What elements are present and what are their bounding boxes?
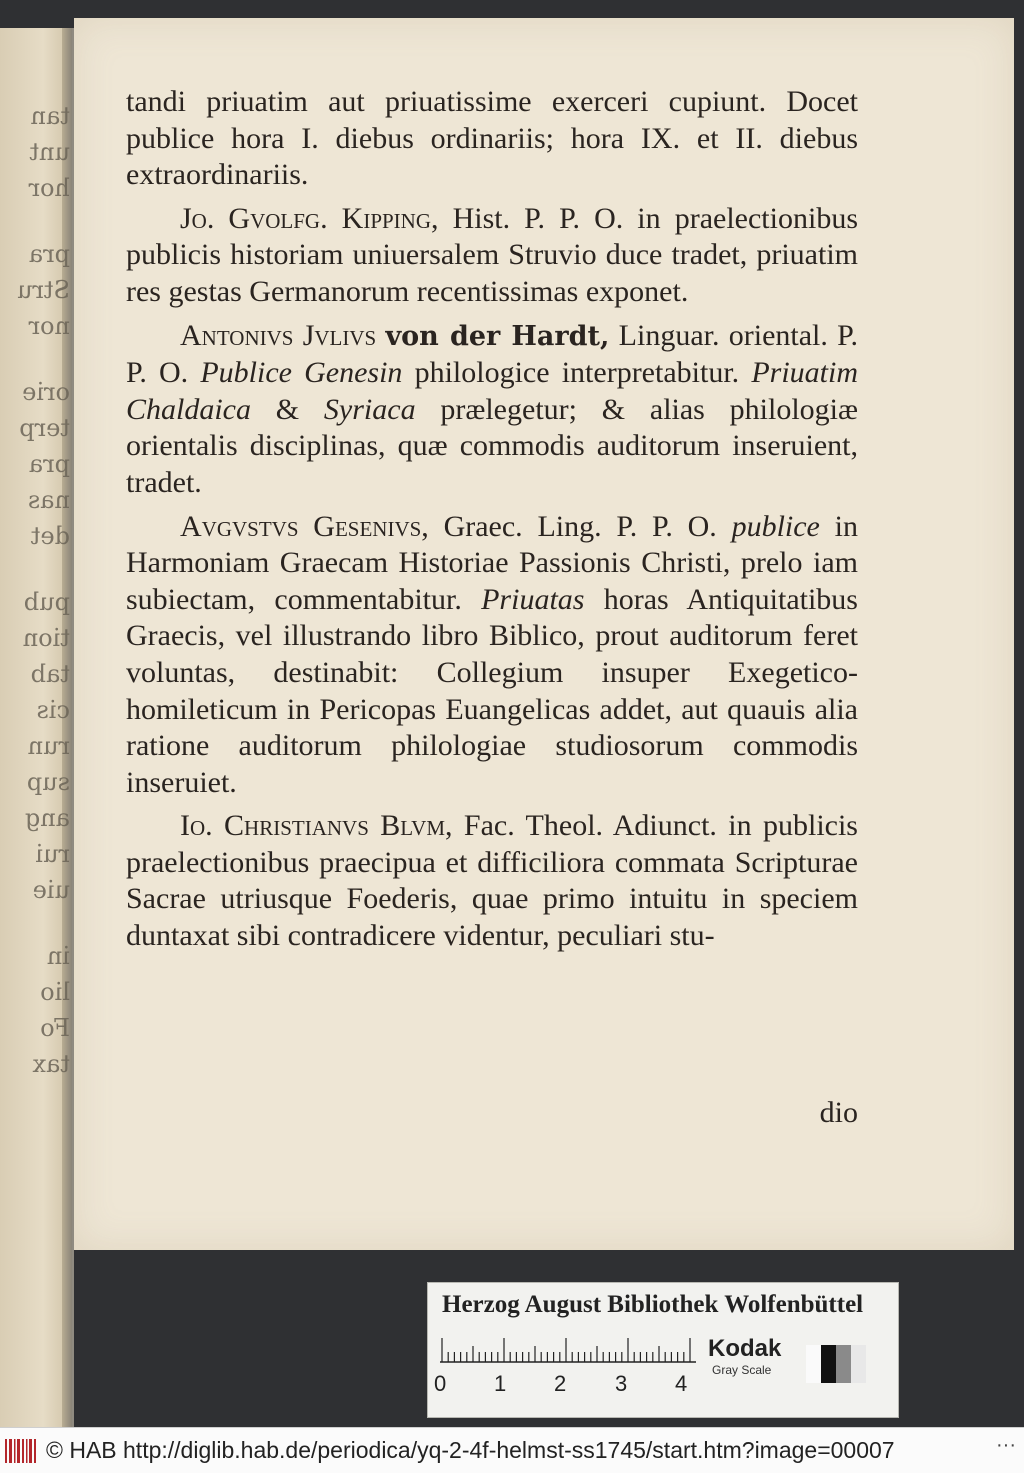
ruler-number-0: 0: [434, 1371, 447, 1396]
facing-page-line: Fo: [40, 1014, 70, 1042]
paragraph-hardt-text-d: prælegetur; & alias philologiæ orientalis disciplinas, quæ commodis auditorum inseruient, tradet.: [126, 392, 858, 499]
facing-page-line: hor: [28, 174, 70, 202]
paragraph-blum-text: Fac. Theol. Adiunct. in publicis praelectionibus praecipua et difficiliora commata Scripturae Sacrae utriusque Foederis, quae primo intuitu in speciem duntaxat sibi contradicere videntur, peculiari stu-: [126, 809, 858, 953]
facing-page-line: tab: [30, 660, 70, 688]
facing-page-line: in: [46, 942, 70, 970]
card-title: Herzog August Bibliothek Wolfenbüttel: [442, 1291, 864, 1318]
paragraph-gesenius-text-a: Graec. Ling. P. P. O.: [428, 509, 732, 543]
author-name-hardt: Antonivs Jvlivs: [180, 318, 377, 352]
document-page: [74, 18, 1014, 1250]
ruler-numbers: [432, 1371, 692, 1401]
author-name-kipping: Jo. Gvolfg. Kipping,: [180, 201, 439, 235]
facing-page-line: uie: [32, 876, 70, 904]
author-name-blum: Io. Christianvs Blvm,: [180, 809, 453, 843]
paragraph-kipping: [126, 201, 858, 311]
paragraph-1-text: tandi priuatim aut priuatissime exerceri cupiunt. Docet publice hora I. diebus ordinariis; hora IX. et II. diebus extraordinariis.: [126, 85, 858, 192]
library-color-card: [427, 1282, 899, 1418]
more-dots-icon[interactable]: ···: [996, 1434, 1016, 1456]
hab-barcode-logo-icon: [4, 1436, 40, 1466]
facing-page-line: tion: [22, 624, 70, 652]
swatch-light: [851, 1345, 866, 1383]
facing-page-line: det: [30, 522, 70, 550]
facing-page-line: unt: [29, 138, 70, 166]
paragraph-gesenius-italic-2: Priuatas: [481, 582, 585, 616]
facing-page-line: pra: [28, 450, 70, 478]
ruler-scale-icon: [440, 1337, 696, 1363]
swatch-black: [821, 1345, 836, 1383]
facing-page-line: tax: [32, 1050, 70, 1078]
paragraph-hardt-text-c: &: [251, 392, 324, 426]
facing-page-line: terp: [19, 414, 70, 442]
paragraph-hardt-italic-1: Publice Genesin: [200, 356, 403, 390]
facing-page-line: tan: [30, 102, 70, 130]
facing-page-line: cis: [36, 696, 70, 724]
facing-page-line: pub: [23, 588, 70, 616]
paragraph-gesenius-italic-1: publice: [731, 509, 820, 543]
facing-page-line: rui: [35, 840, 70, 868]
gray-scale-label: Gray Scale: [712, 1363, 772, 1377]
paragraph-gesenius: [126, 509, 858, 802]
paragraph-hardt-italic-2: Priuatim Chaldaica: [126, 356, 858, 426]
facing-page-line: pra: [28, 240, 70, 268]
paragraph-hardt-text-b: philologice interpretabitur.: [402, 356, 752, 390]
facing-page-line: orie: [22, 378, 70, 406]
facing-page-line: run: [27, 732, 70, 760]
facing-page-line: Stru: [16, 276, 70, 304]
facing-page-line: nas: [27, 486, 70, 514]
swatch-white: [806, 1345, 821, 1383]
ruler-number-2: 2: [554, 1371, 567, 1396]
ruler-number-3: 3: [615, 1371, 628, 1396]
catchword: dio: [819, 1096, 858, 1129]
paragraph-1: [126, 84, 858, 194]
paragraph-hardt-text-a: Linguar. oriental. P. P. O.: [126, 318, 858, 390]
facing-page-line: sup: [26, 768, 70, 796]
copyright-url[interactable]: © HAB http://diglib.hab.de/periodica/yq-2-4f-helmst-ss1745/start.htm?image=00007: [46, 1437, 895, 1463]
author-name-gesenius: Avgvstvs Gesenivs,: [180, 509, 429, 543]
gray-swatches: [806, 1345, 866, 1383]
paragraph-gesenius-text-c: horas Antiquitatibus Graecis, vel illustrando libro Biblico, prout auditorum feret voluntas, destinabit: Collegium insuper Exegetico-homileticum in Pericopas Euangelicas addet, aut quauis alia ratione auditorum philologiae studiosorum commodis inseruiet.: [126, 582, 858, 799]
facing-page-line: ang: [24, 804, 70, 832]
facing-page-line: lio: [40, 978, 70, 1006]
paragraph-kipping-text: Hist. P. P. O. in praelectionibus publicis historiam uniuersalem Struvio duce tradet, priuatim res gestas Germanorum recentissimas exponet.: [126, 201, 858, 308]
paragraph-blum: [126, 808, 858, 954]
facing-page-line: nor: [28, 312, 70, 340]
paragraph-hardt-italic-3: Syriaca: [323, 392, 416, 426]
ruler-number-4: 4: [675, 1371, 688, 1396]
swatch-gray: [836, 1345, 851, 1383]
ruler-number-1: 1: [494, 1371, 507, 1396]
copyright-bar: [0, 1427, 1024, 1473]
page-body: [126, 84, 858, 962]
author-name-hardt-fraktur: von der Hardt,: [385, 320, 610, 352]
kodak-brand: Kodak: [708, 1335, 782, 1362]
paragraph-hardt: [126, 318, 858, 502]
page-fold-shadow: [62, 28, 72, 1428]
facing-page-edge: [0, 28, 74, 1428]
paragraph-gesenius-text-b: in Harmoniam Graecam Historiae Passionis Christi, prelo iam subiectam, commentabitur.: [126, 509, 858, 616]
